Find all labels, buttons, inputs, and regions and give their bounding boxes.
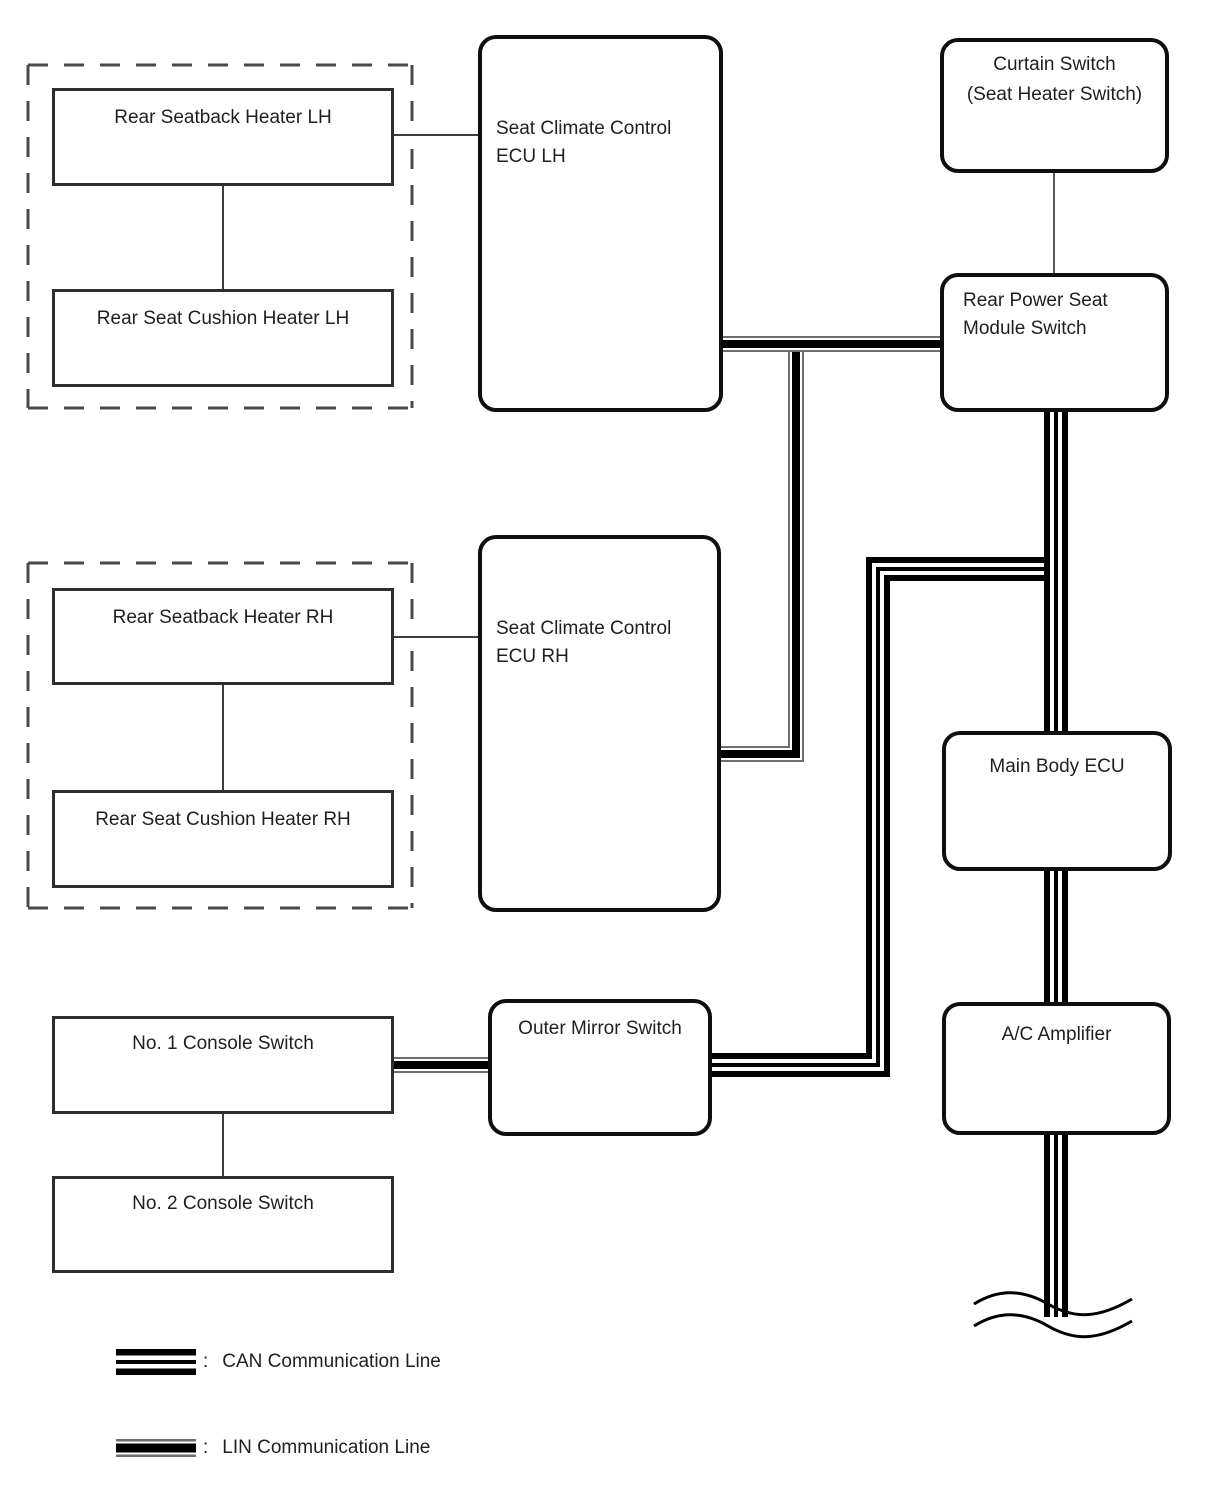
node-rear-seatback-heater-rh	[52, 588, 394, 685]
node-label: No. 2 Console Switch	[132, 1193, 314, 1214]
node-rear-seat-cushion-heater-rh	[52, 790, 394, 888]
node-label-line2: ECU RH	[496, 646, 569, 667]
legend-can-label: CAN Communication Line	[222, 1351, 441, 1372]
node-label-line1: Rear Power Seat	[963, 290, 1108, 311]
node-no1-console-switch	[52, 1016, 394, 1114]
legend-can-separator: :	[203, 1351, 209, 1372]
node-rear-seat-cushion-heater-lh	[52, 289, 394, 387]
node-outer-mirror-switch	[488, 999, 712, 1136]
node-main-body-ecu	[942, 731, 1172, 871]
lin-branch-to-ecu-rh	[714, 344, 796, 754]
node-label: Main Body ECU	[989, 756, 1125, 777]
legend-lin-entry	[203, 1437, 430, 1459]
legend-can-entry	[203, 1351, 441, 1373]
node-curtain-switch	[940, 38, 1169, 173]
node-label-line2: Module Switch	[963, 318, 1087, 339]
node-rear-seatback-heater-lh	[52, 88, 394, 186]
node-label: A/C Amplifier	[1001, 1024, 1112, 1045]
node-seat-climate-ecu-rh	[478, 535, 721, 912]
node-label-line2: ECU LH	[496, 146, 566, 167]
legend-lin-separator: :	[203, 1437, 209, 1458]
node-rear-power-seat-module-switch	[940, 273, 1169, 412]
node-label: Rear Seat Cushion Heater RH	[95, 809, 351, 830]
node-label-line2: (Seat Heater Switch)	[966, 84, 1143, 105]
legend-lin-label: LIN Communication Line	[222, 1437, 431, 1458]
node-label: Rear Seatback Heater LH	[114, 107, 332, 128]
node-label: Rear Seat Cushion Heater LH	[96, 308, 350, 329]
node-seat-climate-ecu-lh	[478, 35, 723, 412]
node-label-line1: Seat Climate Control	[496, 118, 672, 139]
node-label: Outer Mirror Switch	[518, 1018, 682, 1039]
node-ac-amplifier	[942, 1002, 1171, 1135]
node-no2-console-switch	[52, 1176, 394, 1273]
node-label-line1: Curtain Switch	[993, 54, 1116, 75]
node-label: No. 1 Console Switch	[132, 1033, 314, 1054]
node-label: Rear Seatback Heater RH	[112, 607, 334, 628]
node-label-line1: Seat Climate Control	[496, 618, 672, 639]
